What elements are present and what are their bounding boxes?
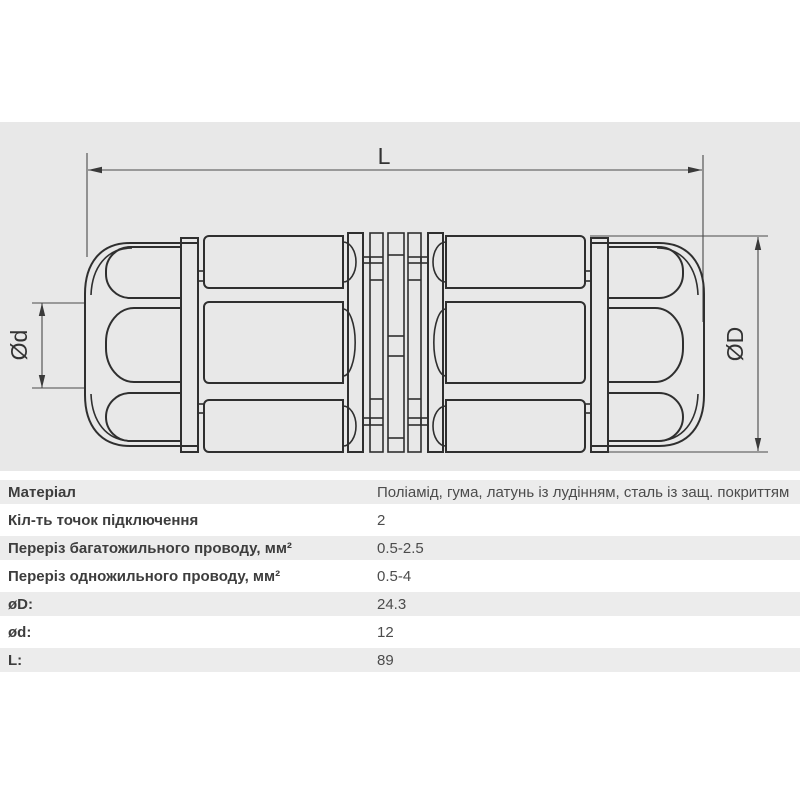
connector-right-cap [585,238,704,452]
connector-left-cap [85,238,204,452]
spec-label: Переріз одножильного проводу, мм² [8,567,281,585]
spec-value: 89 [377,651,394,669]
spec-value: 0.5-2.5 [377,539,424,557]
spec-value: 0.5-4 [377,567,412,585]
spec-row-length [0,646,800,674]
spec-row-solid-wire-section [0,562,800,590]
small-diameter-dimension-label: Ød [6,329,32,361]
spec-row-stranded-wire-section [0,534,800,562]
spec-row-outer-diameter [0,590,800,618]
spec-label: L: [8,651,23,669]
large-diameter-dimension-label: ØD [722,326,748,362]
dimension-small-diameter [6,303,86,388]
spec-value: 24.3 [377,595,407,613]
spec-row-material [0,478,800,506]
specification-table [0,478,800,674]
spec-value: Поліамід, гума, латунь із лудінням, сталь із защ. покриттям [377,483,790,501]
dimension-large-diameter [590,236,768,452]
length-dimension-label: L [377,143,391,169]
connector-right-levers [433,236,585,452]
connector-left-levers [204,236,356,452]
spec-value: 12 [377,623,394,641]
spec-label: øD: [8,595,33,613]
spec-value: 2 [377,511,386,529]
spec-label: Матеріал [8,483,76,501]
spec-row-connection-points [0,506,800,534]
connector-technical-drawing [0,122,800,471]
spec-label: Переріз багатожильного проводу, мм² [8,539,292,557]
technical-drawing-band [0,122,800,471]
spec-label: ød: [8,623,32,641]
spec-label: Кіл-ть точок підключення [8,511,199,529]
spec-row-inner-diameter [0,618,800,646]
connector-center-hinge [348,233,443,452]
